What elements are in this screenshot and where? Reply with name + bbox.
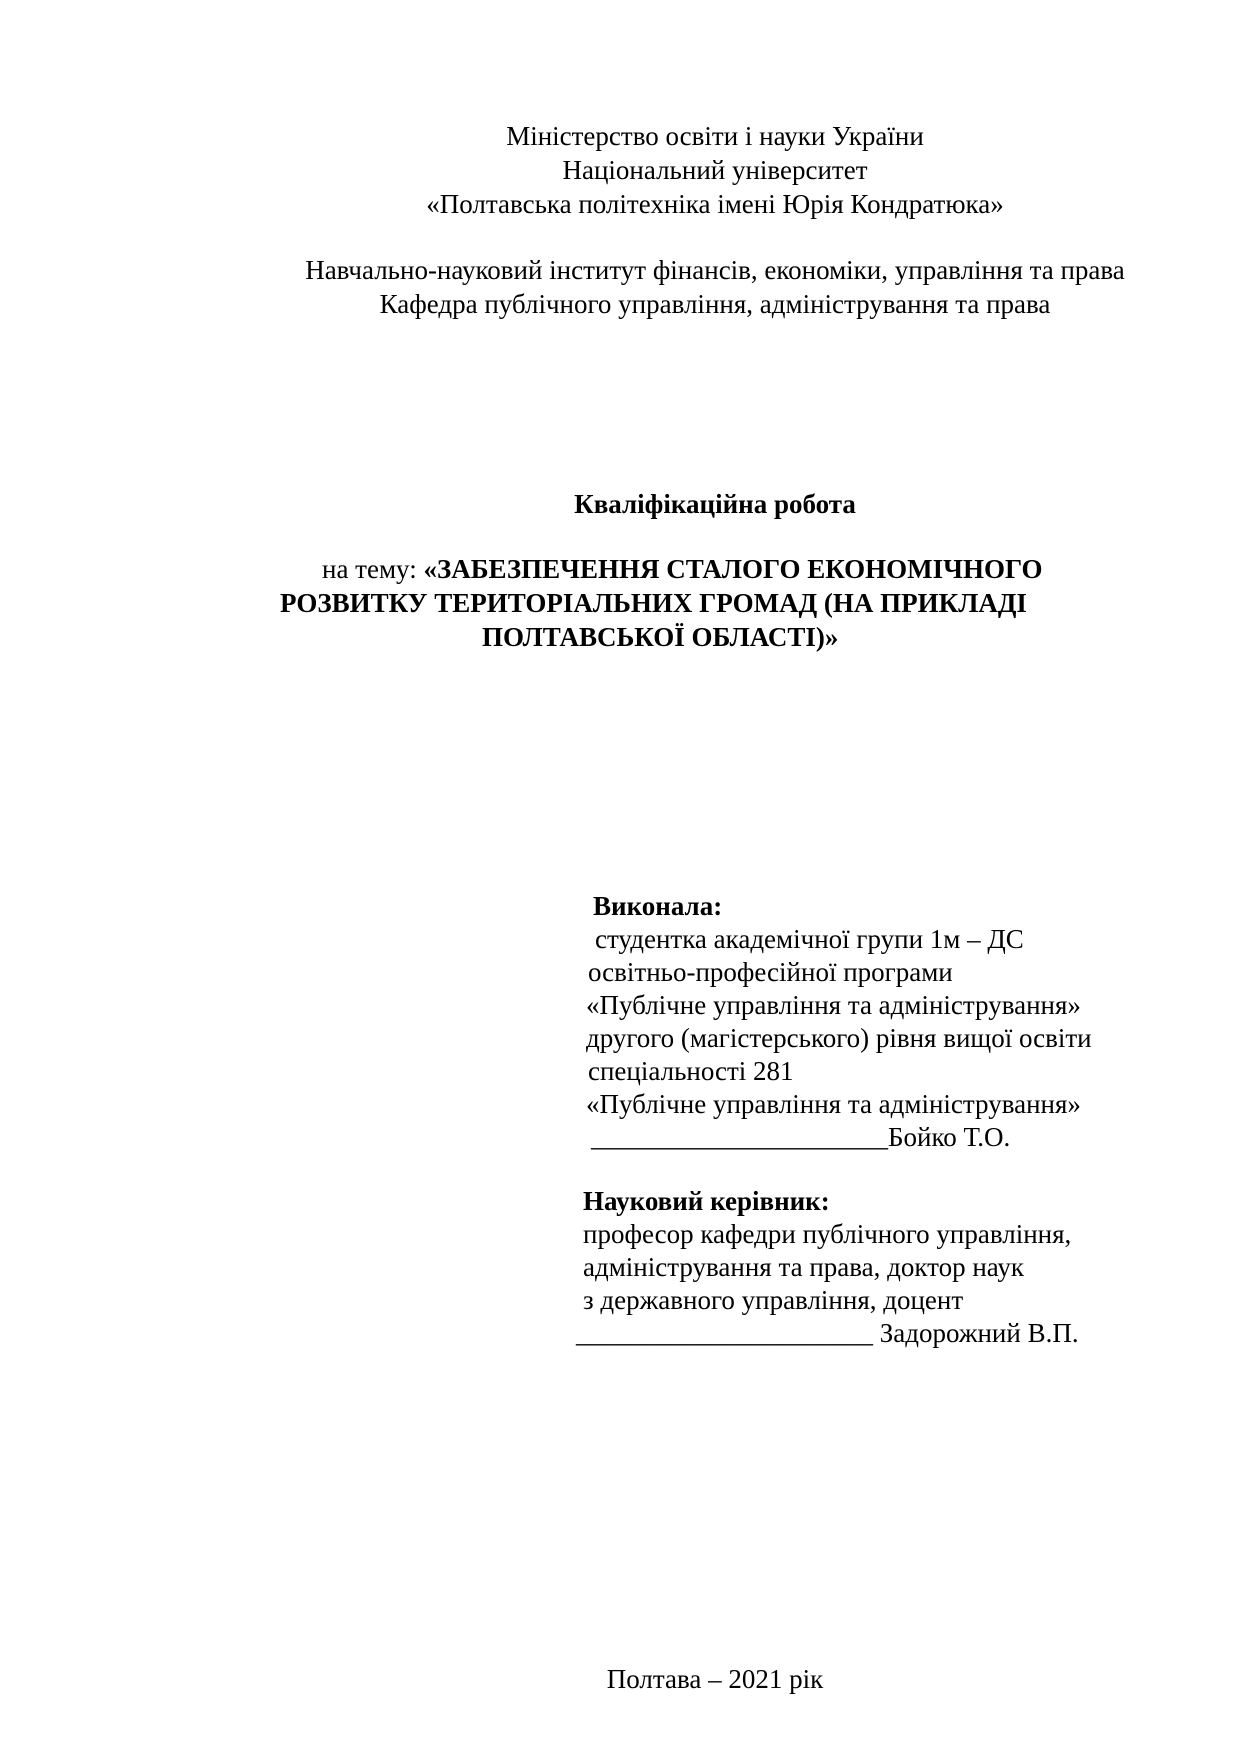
topic-line-3: ПОЛТАВСЬКОЇ ОБЛАСТІ)» (482, 622, 839, 652)
topic-line-2: РОЗВИТКУ ТЕРИТОРІАЛЬНИХ ГРОМАД (НА ПРИКЛАДІ (280, 588, 1027, 618)
author-line: «Публічне управління та адміністрування» (586, 990, 1081, 1020)
institute-name: Навчально-науковий інститут фінансів, економіки, управління та права (305, 255, 1125, 285)
supervisor-heading: Науковий керівник: (583, 1186, 830, 1216)
topic-title-part-1: «ЗАБЕЗПЕЧЕННЯ СТАЛОГО ЕКОНОМІЧНОГО (423, 554, 1043, 584)
author-line: освітньо-професійної програми (588, 957, 953, 987)
author-line: спеціальності 281 (588, 1056, 794, 1086)
author-heading: Виконала: (593, 891, 723, 921)
supervisor-signature: ______________________ Задорожний В.П. (576, 1318, 1079, 1348)
author-signature: ______________________Бойко Т.О. (591, 1122, 1011, 1152)
author-line: другого (магістерського) рівня вищої освіти (586, 1023, 1092, 1053)
topic-prefix: на тему: (322, 554, 424, 584)
topic-line-1 (322, 552, 1043, 586)
author-line: «Публічне управління та адміністрування» (586, 1089, 1081, 1119)
supervisor-line: професор кафедри публічного управління, (583, 1219, 1072, 1249)
work-type-title: Кваліфікаційна робота (574, 489, 856, 519)
university-label: Національний університет (562, 155, 868, 185)
supervisor-line: адміністрування та права, доктор наук (583, 1252, 1025, 1282)
ministry-name: Міністерство освіти і науки України (506, 121, 924, 151)
department-name: Кафедра публічного управління, адміністрування та права (379, 289, 1051, 319)
city-year: Полтава – 2021 рік (606, 1664, 824, 1694)
supervisor-line: з державного управління, доцент (583, 1285, 964, 1315)
author-line: студентка академічної групи 1м – ДС (595, 924, 1024, 954)
university-name: «Полтавська політехніка імені Юрія Кондратюка» (426, 189, 1004, 219)
